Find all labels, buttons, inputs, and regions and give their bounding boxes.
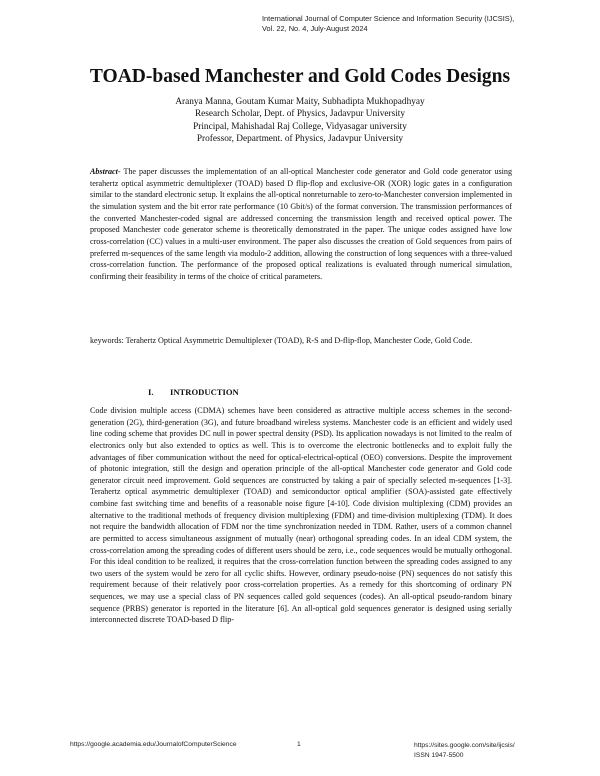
paper-title: TOAD-based Manchester and Gold Codes Designs — [89, 66, 511, 87]
author-block — [0, 96, 600, 146]
footer-link-left[interactable]: https://google.academia.edu/JournalofComputerScience — [70, 741, 237, 748]
footer-link-right[interactable]: https://sites.google.com/site/ijcsis/ — [414, 742, 515, 749]
abstract — [90, 166, 512, 283]
affiliation-1: Research Scholar, Dept. of Physics, Jadavpur University — [194, 109, 406, 120]
abstract-text: The paper discusses the implementation of an all-optical Manchester code generator and Gold code generator using terahertz optical asymmetric demultiplexer (TOAD) based D flip-flop and exclusive-OR (XOR) logic gates in a configuration similar to the standard electronic setup. It explains the all-optical nonreturnable to zero-to-Manchester conversion implemented in the simulation system and the bit error rate performance (10 Gbit/s) of the format conversion. The transmission performances of the converted Manchester-coded signal are addressed concerning the transmission length and received optical power. The proposed Manchester code generator scheme is theoretically demonstrated in the paper. The unique codes assigned have low cross-correlation (CC) values in a multi-user environment. The paper also discusses the creation of Gold sequences from pairs of preferred m-sequences of the same length via modulo-2 addition, allowing the construction of long sequences with a three-valued cross-correlation function. The performance of the proposed optical realizations is evaluated through numerical simulation, confirming their feasibility in terms of the choice of critical parameters. — [90, 167, 512, 281]
affiliation-2: Principal, Mahishadal Raj College, Vidyasagar university — [193, 121, 407, 132]
author-names: Aranya Manna, Goutam Kumar Maity, Subhadipta Mukhopadhyay — [175, 97, 425, 107]
page-number: 1 — [297, 741, 301, 748]
journal-name: International Journal of Computer Science and Information Security (IJCSIS), — [262, 14, 515, 23]
journal-header — [262, 14, 592, 34]
section-title: INTRODUCTION — [170, 387, 239, 397]
affiliation-3: Professor, Department. of Physics, Jadavpur University — [196, 134, 404, 145]
introduction-body: Code division multiple access (CDMA) schemes have been considered as attractive multiple access schemes in the second-generation (2G), third-generation (3G), and future broadband wireless systems. Manchester code is an efficient and widely used line coding scheme that provides DC null in power spectral density (PSD). Its application nowadays is not limited to the realm of electronics only but also extended to optics as well. This is to overcome the electronic bottlenecks and to exploit fully the advantages of fiber communication without the need for optical-electrical-optical (OEO) conversions. Despite the improvement of photonic integration, still the design and operation principle of the all-optical Manchester code generator and Gold code generator circuit need improvement. Gold sequences are constructed by taking a pair of specially selected m-sequences [1-3]. Terahertz optical asymmetric demultiplexer (TOAD) and semiconductor optical amplifier (SOA)-assisted gate effectively combine fast switching time and benefits of a reasonable noise figure [4-10]. Code division multiplexing (CDM) provides an alternative to the traditional methods of frequency division multiplexing (FDM) and time-division multiplexing (TDM). It does not require the bandwidth allocation of FDM nor the time synchronization needed in TDM. Rather, users of a common channel are permitted to access simultaneous assignment of mutually (near) orthogonal spreading codes. In an ideal CDM system, the cross-correlation among the spreading codes of different users should be zero, i.e., code sequences would be mutually orthogonal. For this ideal condition to be realized, it requires that the cross-correlation function between the spreading codes assigned to any two users of the system would be zero for all cyclic shifts. However, ordinary pseudo-noise (PN) sequences do not satisfy this requirement because of their relatively poor cross-correlation properties. As a remedy for this shortcoming of ordinary PN sequences, we may use a special class of PN sequences called gold sequences (codes). An all-optical pseudo-random binary sequence (PRBS) generator is reported in the literature [6]. An all-optical gold sequences generator is designed using serially interconnected discrete TOAD-based D flip- — [90, 406, 512, 625]
footer-right-block — [414, 741, 594, 760]
issn: ISSN 1947-5500 — [414, 751, 464, 759]
abstract-label: Abstract- — [90, 167, 121, 176]
section-heading — [148, 387, 239, 397]
keywords: keywords: Terahertz Optical Asymmetric Demultiplexer (TOAD), R-S and D-flip-flop, Manchester Code, Gold Code. — [90, 336, 473, 345]
journal-volume: Vol. 22, No. 4, July-August 2024 — [262, 24, 368, 33]
section-number: I. — [148, 387, 154, 397]
